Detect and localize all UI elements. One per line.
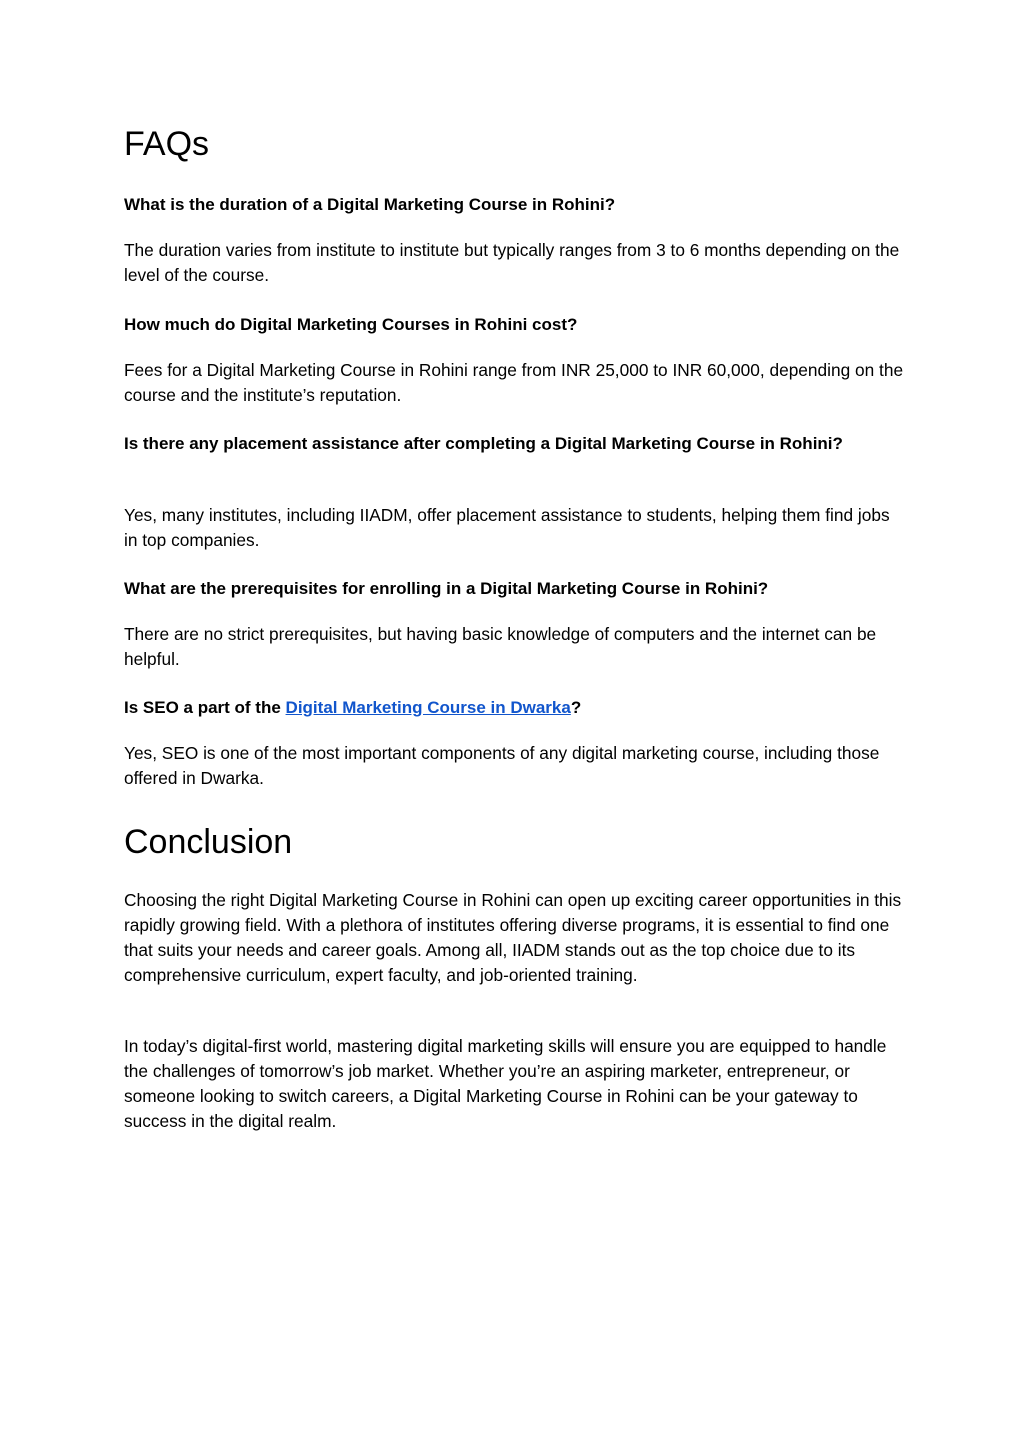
faq-question-2: How much do Digital Marketing Courses in Rohini cost? xyxy=(124,315,578,334)
dwarka-course-link[interactable]: Digital Marketing Course in Dwarka xyxy=(285,698,571,717)
faq-answer-5: Yes, SEO is one of the most important components of any digital marketing course, including those offered in Dwarka. xyxy=(124,743,880,788)
faq-answer-1: The duration varies from institute to institute but typically ranges from 3 to 6 months depending on the level of the course. xyxy=(124,240,900,285)
faq-question-5-suffix: ? xyxy=(570,698,582,717)
faq-answer-4: There are no strict prerequisites, but having basic knowledge of computers and the internet can be helpful. xyxy=(124,624,877,669)
conclusion-heading: Conclusion xyxy=(124,823,293,861)
faq-question-5 xyxy=(124,696,904,720)
faq-answer-2: Fees for a Digital Marketing Course in Rohini range from INR 25,000 to INR 60,000, depending on the course and the institute’s reputation. xyxy=(124,360,904,405)
faq-question-1: What is the duration of a Digital Marketing Course in Rohini? xyxy=(124,195,616,214)
conclusion-paragraph-2: In today’s digital-first world, mastering digital marketing skills will ensure you are equipped to handle the challenges of tomorrow’s job market. Whether you’re an aspiring marketer, entrepreneur, or someone looking to switch careers, a Digital Marketing Course in Rohini can be your gateway to success in the digital realm. xyxy=(124,1036,887,1131)
faq-question-3: Is there any placement assistance after completing a Digital Marketing Course in Rohini? xyxy=(124,434,843,453)
faq-question-5-prefix: Is SEO a part of the xyxy=(124,698,286,717)
faq-question-4: What are the prerequisites for enrolling in a Digital Marketing Course in Rohini? xyxy=(124,579,769,598)
faq-answer-3: Yes, many institutes, including IIADM, offer placement assistance to students, helping them find jobs in top companies. xyxy=(124,505,890,550)
conclusion-paragraph-1: Choosing the right Digital Marketing Course in Rohini can open up exciting career opportunities in this rapidly growing field. With a plethora of institutes offering diverse programs, it is essential to find one that suits your needs and career goals. Among all, IIADM stands out as the top choice due to its comprehensive curriculum, expert faculty, and job-oriented training. xyxy=(124,890,902,985)
faqs-heading: FAQs xyxy=(124,125,210,163)
